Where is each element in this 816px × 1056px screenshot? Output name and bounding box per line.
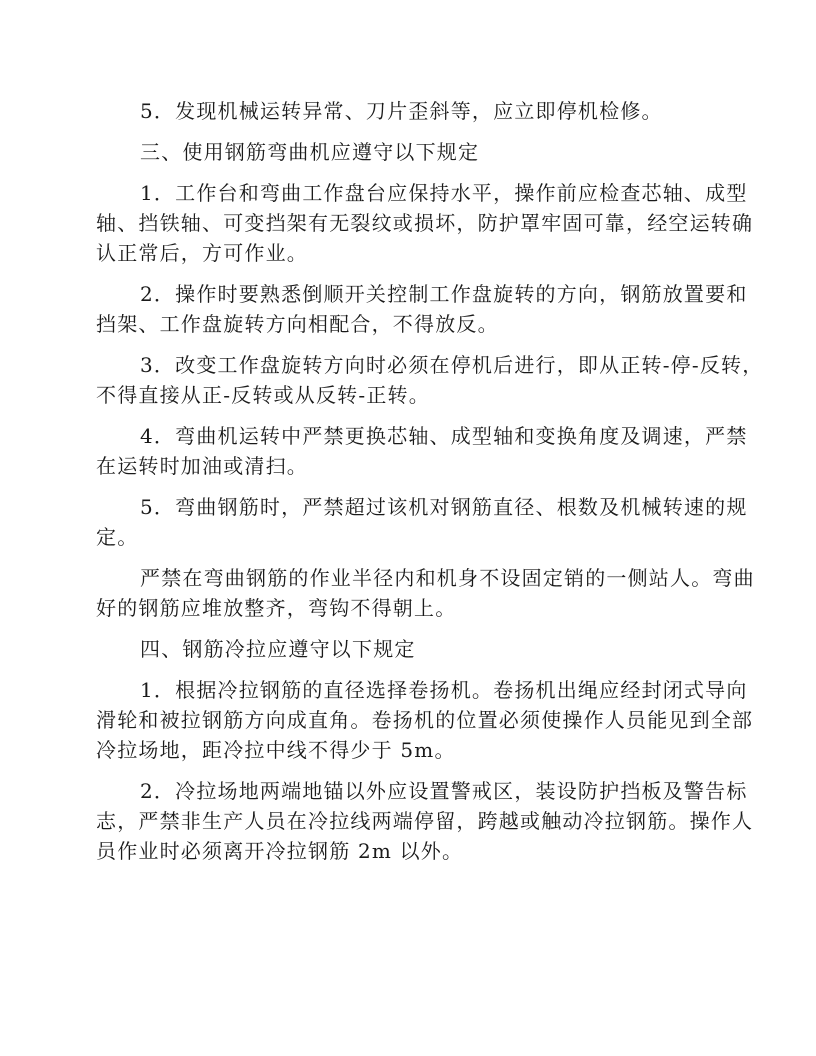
text-line: 2．冷拉场地两端地锚以外应设置警戒区，装设防护挡板及警告标 [140, 779, 748, 803]
paragraph-bending-item-2 [96, 279, 748, 339]
text-line: 认正常后，方可作业。 [96, 241, 308, 265]
text-line: 定。 [96, 525, 139, 549]
heading-text: 三、使用钢筋弯曲机应遵守以下规定 [140, 140, 480, 164]
text-line: 好的钢筋应堆放整齐，弯钩不得朝上。 [96, 596, 457, 620]
text-line: 4．弯曲机运转中严禁更换芯轴、成型轴和变换角度及调速，严禁 [140, 424, 748, 448]
text-line: 轴、挡铁轴、可变挡架有无裂纹或损坏，防护罩牢固可靠，经空运转确 [96, 211, 754, 235]
text-line: 冷拉场地，距冷拉中线不得少于 5m。 [96, 738, 456, 762]
paragraph-cold-drawing-item-1 [96, 675, 754, 765]
section-heading-bending-machine [96, 137, 720, 167]
heading-text: 四、钢筋冷拉应遵守以下规定 [140, 637, 416, 661]
paragraph-bending-item-1 [96, 178, 754, 268]
text-line: 3．改变工作盘旋转方向时必须在停机后进行，即从正转-停-反转， [140, 353, 764, 377]
text-line: 挡架、工作盘旋转方向相配合，不得放反。 [96, 312, 499, 336]
paragraph-cold-drawing-item-2 [96, 776, 754, 866]
text-line: 1．工作台和弯曲工作盘台应保持水平，操作前应检查芯轴、成型 [140, 181, 748, 205]
text-line: 2．操作时要熟悉倒顺开关控制工作盘旋转的方向，钢筋放置要和 [140, 282, 748, 306]
text-line: 5．弯曲钢筋时，严禁超过该机对钢筋直径、根数及机械转速的规 [140, 495, 748, 519]
paragraph-bending-safety-note [96, 563, 755, 623]
paragraph-item-5-stop-on-abnormal [96, 96, 720, 126]
text-line: 5．发现机械运转异常、刀片歪斜等，应立即停机检修。 [140, 99, 663, 123]
section-heading-cold-drawing [96, 634, 720, 664]
text-line: 滑轮和被拉钢筋方向成直角。卷扬机的位置必须使操作人员能见到全部 [96, 708, 754, 732]
text-line: 在运转时加油或清扫。 [96, 454, 308, 478]
paragraph-bending-item-5 [96, 492, 748, 552]
paragraph-bending-item-4 [96, 421, 748, 481]
text-line: 严禁在弯曲钢筋的作业半径内和机身不设固定销的一侧站人。弯曲 [140, 566, 755, 590]
text-line: 志，严禁非生产人员在冷拉线两端停留，跨越或触动冷拉钢筋。操作人 [96, 809, 754, 833]
document-page [96, 96, 764, 877]
text-line: 员作业时必须离开冷拉钢筋 2m 以外。 [96, 839, 464, 863]
paragraph-bending-item-3 [96, 350, 764, 410]
text-line: 1．根据冷拉钢筋的直径选择卷扬机。卷扬机出绳应经封闭式导向 [140, 678, 748, 702]
text-line: 不得直接从正-反转或从反转-正转。 [96, 383, 430, 407]
